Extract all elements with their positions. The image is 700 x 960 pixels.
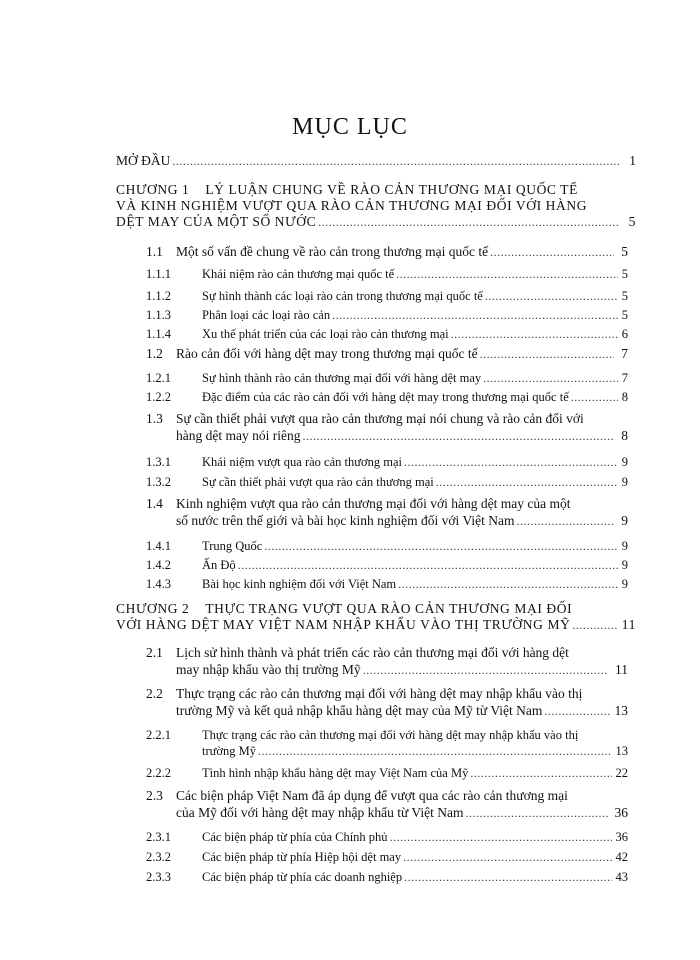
toc-entry-number: 2.3.1 (146, 830, 171, 844)
toc-entry-1-2-2 (146, 389, 628, 405)
page-title: MỤC LỤC (292, 114, 408, 140)
toc-entry-title: Thực trạng các rào cản thương mại đối với hàng dệt may nhập khẩu vào thị (202, 728, 579, 742)
toc-entry-intro (116, 153, 636, 169)
toc-leader (404, 871, 612, 885)
toc-entry-number: 1.1.4 (146, 327, 171, 341)
toc-page-number: 9 (621, 513, 628, 528)
toc-page-number: 36 (615, 830, 628, 844)
toc-page-number: 9 (621, 539, 628, 553)
toc-leader (404, 456, 618, 470)
toc-page-number: 11 (615, 662, 628, 677)
toc-entry-chapter-1-line-2: VÀ KINH NGHIỆM VƯỢT QUA RÀO CẢN THƯƠNG MẠI ĐỐI VỚI HÀNG (116, 198, 588, 213)
toc-leader (571, 391, 618, 405)
toc-page-number: 13 (615, 744, 628, 758)
toc-entry-1-1 (146, 244, 628, 260)
toc-entry-2-2-line-1 (146, 686, 582, 702)
toc-entry-title: LÝ LUẬN CHUNG VỀ RÀO CẢN THƯƠNG MẠI QUỐC TẾ (205, 182, 578, 197)
toc-entry-2-3-line-1 (146, 788, 568, 804)
toc-leader (451, 328, 618, 342)
toc-entry-title: Khái niệm rào cản thương mại quốc tế (202, 267, 395, 281)
toc-entry-1-1-4 (146, 326, 628, 342)
toc-entry-title-cont: của Mỹ đối với hàng dệt may nhập khẩu từ Việt Nam (176, 805, 464, 820)
toc-entry-1-4-3 (146, 576, 628, 592)
toc-entry-number: 1.2.2 (146, 390, 171, 404)
toc-entry-number: 1.1.3 (146, 308, 171, 322)
toc-entry-title: Ấn Độ (202, 558, 236, 572)
toc-entry-number: 2.2.2 (146, 766, 171, 780)
toc-page-number: 7 (621, 371, 628, 385)
toc-page-number: 8 (621, 428, 628, 443)
toc-entry-number: 1.4 (146, 496, 163, 511)
toc-entry-2-1-line-2 (176, 662, 628, 678)
toc-page-number: 36 (614, 805, 628, 820)
toc-page-number: 9 (621, 577, 628, 591)
toc-page-number: 5 (621, 244, 628, 259)
toc-entry-title-cont: may nhập khẩu vào thị trường Mỹ (176, 662, 361, 677)
toc-leader (470, 767, 612, 781)
toc-entry-1-4-1 (146, 538, 628, 554)
toc-leader (363, 664, 608, 678)
toc-entry-title: THỰC TRẠNG VƯỢT QUA RÀO CẢN THƯƠNG MẠI ĐỐI (205, 601, 573, 616)
toc-entry-number: 2.2.1 (146, 728, 171, 742)
toc-entry-number: 1.1 (146, 244, 163, 259)
toc-entry-1-3-1 (146, 454, 628, 470)
toc-leader (264, 540, 618, 554)
toc-entry-title-cont: trường Mỹ và kết quả nhập khẩu hàng dệt may của Mỹ từ Việt Nam (176, 703, 543, 718)
toc-page-number: 5 (621, 308, 628, 322)
toc-entry-title: Các biện pháp Việt Nam đã áp dụng để vượt qua các rào cản thương mại (176, 788, 568, 803)
toc-entry-number: CHƯƠNG 1 (116, 182, 190, 197)
toc-entry-title: Rào cản đối với hàng dệt may trong thương mại quốc tế (176, 346, 478, 361)
toc-page-number: 11 (621, 617, 636, 632)
toc-entry-chapter-1-line-1 (116, 182, 578, 198)
toc-leader (172, 155, 620, 169)
toc-entry-number: CHƯƠNG 2 (116, 601, 190, 616)
toc-entry-title: Khái niệm vượt qua rào cản thương mại (202, 455, 402, 469)
toc-entry-title-cont: hàng dệt may nói riêng (176, 428, 301, 443)
toc-entry-number: 2.3 (146, 788, 163, 803)
toc-entry-title: Các biện pháp từ phía Hiệp hội dệt may (202, 850, 402, 864)
toc-entry-chapter-2-line-2 (116, 617, 636, 633)
toc-entry-number: 1.1.1 (146, 267, 171, 281)
toc-leader (238, 559, 618, 573)
toc-entry-title-cont: trường Mỹ (202, 744, 257, 758)
toc-page-number: 43 (615, 870, 628, 884)
toc-entry-2-1-line-1 (146, 645, 569, 661)
toc-entry-title: Các biện pháp từ phía các doanh nghiệp (202, 870, 403, 884)
toc-page-number: 22 (615, 766, 628, 780)
toc-entry-title: Một số vấn đề chung về rào cản trong thương mại quốc tế (176, 244, 489, 259)
toc-entry-title: Sự cần thiết phải vượt qua rào cản thương mại nói chung và rào cản đối với (176, 411, 584, 426)
toc-entry-number: 1.1.2 (146, 289, 171, 303)
toc-entry-number: 1.3 (146, 411, 163, 426)
toc-entry-number: 2.1 (146, 645, 163, 660)
toc-entry-title: Đặc điểm của các rào cản đối với hàng dệt may trong thương mại quốc tế (202, 390, 569, 404)
toc-page-number: 9 (621, 455, 628, 469)
toc-entry-number: 1.2 (146, 346, 163, 361)
toc-entry-1-4-line-2 (176, 513, 628, 529)
toc-entry-2-3-1 (146, 829, 628, 845)
toc-entry-number: 1.3.2 (146, 475, 171, 489)
toc-leader (396, 268, 618, 282)
toc-entry-number: 2.2 (146, 686, 163, 701)
toc-entry-title: Kinh nghiệm vượt qua rào cản thương mại đối với hàng dệt may của một (176, 496, 571, 511)
toc-leader (390, 831, 612, 845)
toc-entry-number: 1.3.1 (146, 455, 171, 469)
toc-entry-1-2 (146, 346, 628, 362)
toc-page-number: 5 (621, 289, 628, 303)
toc-leader (490, 246, 614, 260)
toc-entry-title: Lịch sử hình thành và phát triển các rào cản thương mại đối với hàng dệt (176, 645, 569, 660)
toc-entry-2-2-1-line-1 (146, 727, 578, 743)
toc-page-number: 9 (621, 558, 628, 572)
toc-entry-2-2-1-line-2 (202, 743, 628, 759)
toc-entry-title-cont: DỆT MAY CỦA MỘT SỐ NƯỚC (116, 214, 317, 229)
toc-entry-number: 1.2.1 (146, 371, 171, 385)
toc-page-number: 9 (621, 475, 628, 489)
toc-page-number: 13 (614, 703, 628, 718)
toc-entry-2-3-3 (146, 869, 628, 885)
toc-entry-1-3-2 (146, 474, 628, 490)
toc-entry-2-3-line-2 (176, 805, 628, 821)
toc-entry-1-1-1 (146, 266, 628, 282)
toc-entry-2-2-2 (146, 765, 628, 781)
toc-leader (480, 348, 614, 362)
toc-page-number: 7 (621, 346, 628, 361)
toc-entry-title: Các biện pháp từ phía của Chính phủ (202, 830, 388, 844)
toc-entry-1-1-3 (146, 307, 628, 323)
toc-page-number: 6 (621, 327, 628, 341)
toc-entry-chapter-2-line-1 (116, 601, 572, 617)
toc-leader (485, 290, 618, 304)
toc-entry-2-3-2 (146, 849, 628, 865)
toc-leader (517, 515, 615, 529)
toc-entry-1-1-2 (146, 288, 628, 304)
toc-leader (544, 705, 610, 719)
toc-page-number: 1 (629, 153, 636, 168)
toc-entry-1-4-line-1 (146, 496, 570, 512)
toc-leader (465, 807, 608, 821)
toc-entry-number: 1.4.3 (146, 577, 171, 591)
toc-page-number: 42 (615, 850, 628, 864)
toc-entry-title: Trung Quốc (202, 539, 263, 553)
toc-leader (318, 216, 620, 230)
toc-leader (332, 309, 618, 323)
toc-entry-title: Phân loại các loại rào cản (202, 308, 331, 322)
toc-entry-chapter-1-line-3 (116, 214, 636, 230)
toc-entry-number: 2.3.2 (146, 850, 171, 864)
toc-entry-1-3-line-1 (146, 411, 584, 427)
toc-entry-1-3-line-2 (176, 428, 628, 444)
toc-entry-2-2-line-2 (176, 703, 628, 719)
toc-entry-title-cont: số nước trên thế giới và bài học kinh nghiệm đối với Việt Nam (176, 513, 515, 528)
toc-entry-title: Sự cần thiết phải vượt qua rào cản thương mại (202, 475, 434, 489)
toc-leader (302, 430, 614, 444)
toc-page-number: 5 (628, 214, 636, 229)
toc-entry-title: Sự hình thành rào cản thương mại đối với hàng dệt may (202, 371, 482, 385)
toc-leader (258, 745, 612, 759)
toc-entry-number: 1.4.2 (146, 558, 171, 572)
toc-page-number: 8 (621, 390, 628, 404)
toc-leader (403, 851, 612, 865)
toc-leader (436, 476, 618, 490)
toc-leader (483, 372, 618, 386)
toc-entry-label: MỞ ĐẦU (116, 153, 171, 168)
toc-entry-title: Thực trạng các rào cản thương mại đối với hàng dệt may nhập khẩu vào thị (176, 686, 583, 701)
toc-entry-title-cont: VỚI HÀNG DỆT MAY VIỆT NAM NHẬP KHẨU VÀO THỊ TRƯỜNG MỸ (116, 617, 571, 632)
toc-entry-number: 2.3.3 (146, 870, 171, 884)
toc-entry-title: Xu thế phát triển của các loại rào cản thương mại (202, 327, 449, 341)
toc-page-number: 5 (621, 267, 628, 281)
toc-entry-title: Bài học kinh nghiệm đối với Việt Nam (202, 577, 397, 591)
toc-leader (572, 619, 618, 633)
toc-entry-1-4-2 (146, 557, 628, 573)
toc-entry-number: 1.4.1 (146, 539, 171, 553)
toc-entry-1-2-1 (146, 370, 628, 386)
toc-leader (398, 578, 618, 592)
toc-entry-title: Tình hình nhập khẩu hàng dệt may Việt Nam của Mỹ (202, 766, 469, 780)
toc-entry-title: Sự hình thành các loại rào cản trong thương mại quốc tế (202, 289, 483, 303)
